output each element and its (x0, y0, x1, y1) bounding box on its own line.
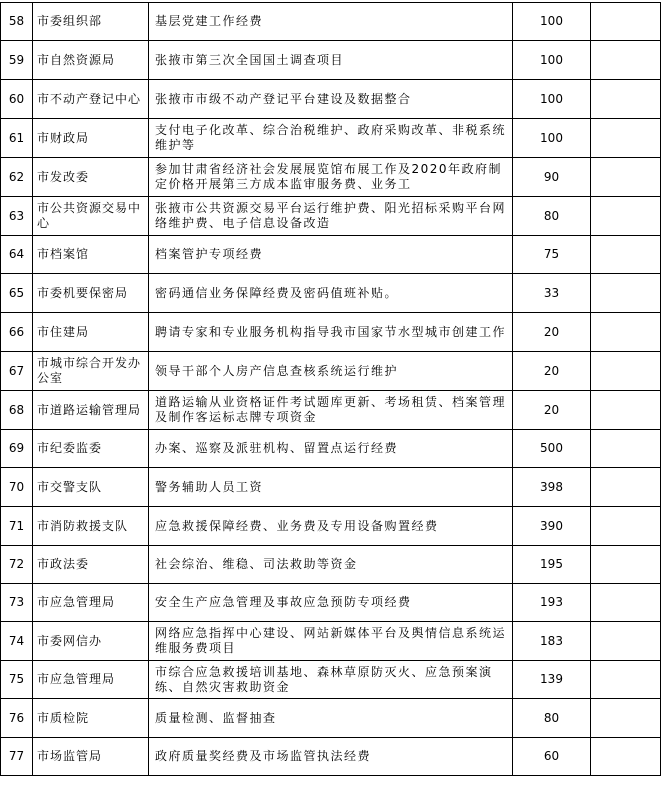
table-row (1, 430, 661, 468)
department-cell: 市交警支队 (33, 468, 149, 507)
project-cell: 社会综治、维稳、司法救助等资金 (149, 546, 513, 584)
department-cell: 市应急管理局 (33, 584, 149, 622)
row-number: 74 (1, 622, 33, 661)
empty-cell (591, 119, 661, 158)
amount-cell: 80 (513, 197, 591, 236)
table-row (1, 352, 661, 391)
department-cell: 市应急管理局 (33, 661, 149, 699)
amount-cell: 20 (513, 352, 591, 391)
table-row (1, 699, 661, 738)
department-cell: 市住建局 (33, 313, 149, 352)
row-number: 64 (1, 236, 33, 274)
amount-cell: 90 (513, 158, 591, 197)
row-number: 69 (1, 430, 33, 468)
row-number: 60 (1, 80, 33, 119)
amount-cell: 33 (513, 274, 591, 313)
empty-cell (591, 430, 661, 468)
table-row (1, 197, 661, 236)
empty-cell (591, 41, 661, 80)
table-row (1, 80, 661, 119)
row-number: 59 (1, 41, 33, 80)
row-number: 75 (1, 661, 33, 699)
table-row (1, 661, 661, 699)
empty-cell (591, 3, 661, 41)
project-cell: 档案管护专项经费 (149, 236, 513, 274)
amount-cell: 60 (513, 738, 591, 776)
empty-cell (591, 622, 661, 661)
empty-cell (591, 468, 661, 507)
department-cell: 市道路运输管理局 (33, 391, 149, 430)
amount-cell: 100 (513, 3, 591, 41)
project-cell: 安全生产应急管理及事故应急预防专项经费 (149, 584, 513, 622)
empty-cell (591, 699, 661, 738)
table-row (1, 313, 661, 352)
department-cell: 市消防救援支队 (33, 507, 149, 546)
table-row (1, 41, 661, 80)
department-cell: 市发改委 (33, 158, 149, 197)
row-number: 70 (1, 468, 33, 507)
amount-cell: 500 (513, 430, 591, 468)
row-number: 66 (1, 313, 33, 352)
table-body (1, 3, 661, 776)
table-row (1, 738, 661, 776)
project-cell: 警务辅助人员工资 (149, 468, 513, 507)
row-number: 72 (1, 546, 33, 584)
row-number: 71 (1, 507, 33, 546)
row-number: 68 (1, 391, 33, 430)
row-number: 58 (1, 3, 33, 41)
table-row (1, 468, 661, 507)
department-cell: 市纪委监委 (33, 430, 149, 468)
table-row (1, 158, 661, 197)
project-cell: 张掖市公共资源交易平台运行维护费、阳光招标采购平台网络维护费、电子信息设备改造 (149, 197, 513, 236)
table-row (1, 584, 661, 622)
table-row (1, 3, 661, 41)
department-cell: 市公共资源交易中心 (33, 197, 149, 236)
empty-cell (591, 313, 661, 352)
department-cell: 市自然资源局 (33, 41, 149, 80)
row-number: 67 (1, 352, 33, 391)
amount-cell: 100 (513, 119, 591, 158)
project-cell: 密码通信业务保障经费及密码值班补贴。 (149, 274, 513, 313)
project-cell: 支付电子化改革、综合治税维护、政府采购改革、非税系统维护等 (149, 119, 513, 158)
project-cell: 基层党建工作经费 (149, 3, 513, 41)
table-row (1, 119, 661, 158)
empty-cell (591, 236, 661, 274)
empty-cell (591, 158, 661, 197)
department-cell: 市质检院 (33, 699, 149, 738)
row-number: 61 (1, 119, 33, 158)
department-cell: 市档案馆 (33, 236, 149, 274)
empty-cell (591, 274, 661, 313)
row-number: 63 (1, 197, 33, 236)
row-number: 65 (1, 274, 33, 313)
empty-cell (591, 352, 661, 391)
project-cell: 参加甘肃省经济社会发展展览馆布展工作及2020年政府制定价格开展第三方成本监审服务费、业务工 (149, 158, 513, 197)
table-row (1, 274, 661, 313)
row-number: 62 (1, 158, 33, 197)
table-row (1, 546, 661, 584)
department-cell: 市委网信办 (33, 622, 149, 661)
empty-cell (591, 507, 661, 546)
department-cell: 市委机要保密局 (33, 274, 149, 313)
empty-cell (591, 546, 661, 584)
amount-cell: 139 (513, 661, 591, 699)
department-cell: 市委组织部 (33, 3, 149, 41)
table-row (1, 236, 661, 274)
amount-cell: 390 (513, 507, 591, 546)
row-number: 73 (1, 584, 33, 622)
amount-cell: 183 (513, 622, 591, 661)
row-number: 76 (1, 699, 33, 738)
project-cell: 领导干部个人房产信息查核系统运行维护 (149, 352, 513, 391)
table-row (1, 622, 661, 661)
amount-cell: 20 (513, 391, 591, 430)
project-cell: 道路运输从业资格证件考试题库更新、考场租赁、档案管理及制作客运标志牌专项资金 (149, 391, 513, 430)
amount-cell: 195 (513, 546, 591, 584)
project-cell: 办案、巡察及派驻机构、留置点运行经费 (149, 430, 513, 468)
empty-cell (591, 391, 661, 430)
project-cell: 网络应急指挥中心建设、网站新媒体平台及舆情信息系统运维服务费项目 (149, 622, 513, 661)
project-cell: 市综合应急救援培训基地、森林草原防灭火、应急预案演练、自然灾害救助资金 (149, 661, 513, 699)
department-cell: 市城市综合开发办公室 (33, 352, 149, 391)
project-cell: 政府质量奖经费及市场监管执法经费 (149, 738, 513, 776)
amount-cell: 398 (513, 468, 591, 507)
project-cell: 聘请专家和专业服务机构指导我市国家节水型城市创建工作 (149, 313, 513, 352)
empty-cell (591, 584, 661, 622)
row-number: 77 (1, 738, 33, 776)
empty-cell (591, 661, 661, 699)
department-cell: 市政法委 (33, 546, 149, 584)
project-cell: 张掖市市级不动产登记平台建设及数据整合 (149, 80, 513, 119)
empty-cell (591, 197, 661, 236)
empty-cell (591, 80, 661, 119)
amount-cell: 100 (513, 41, 591, 80)
empty-cell (591, 738, 661, 776)
department-cell: 市不动产登记中心 (33, 80, 149, 119)
table-row (1, 391, 661, 430)
project-cell: 质量检测、监督抽查 (149, 699, 513, 738)
amount-cell: 193 (513, 584, 591, 622)
amount-cell: 75 (513, 236, 591, 274)
department-cell: 市场监管局 (33, 738, 149, 776)
table-row (1, 507, 661, 546)
amount-cell: 80 (513, 699, 591, 738)
project-cell: 应急救援保障经费、业务费及专用设备购置经费 (149, 507, 513, 546)
budget-table (0, 2, 661, 776)
amount-cell: 20 (513, 313, 591, 352)
amount-cell: 100 (513, 80, 591, 119)
project-cell: 张掖市第三次全国国土调查项目 (149, 41, 513, 80)
department-cell: 市财政局 (33, 119, 149, 158)
